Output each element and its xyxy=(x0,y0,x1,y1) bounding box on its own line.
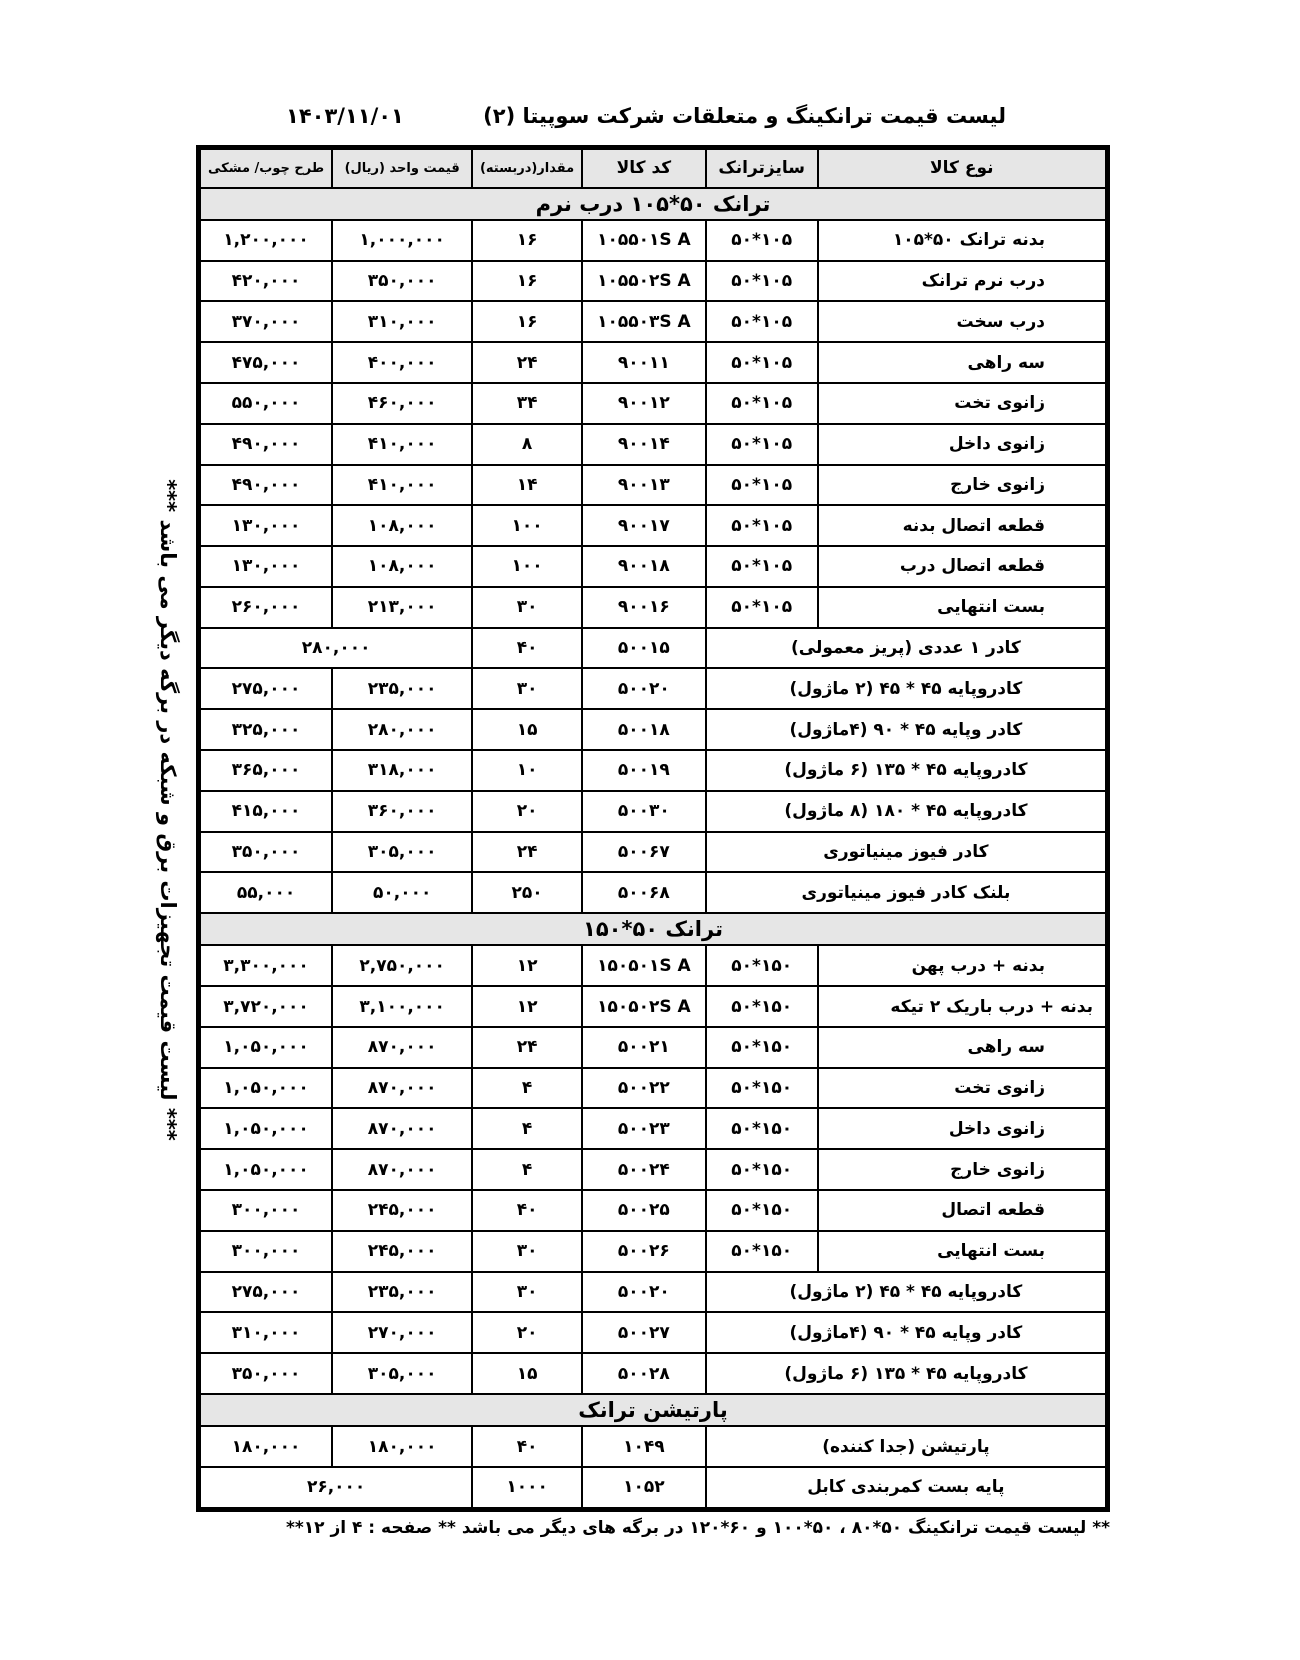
item-price: ۲۳۵,۰۰۰ xyxy=(332,1272,472,1313)
table-row xyxy=(200,1467,1106,1508)
item-name: زانوی داخل xyxy=(818,1108,1106,1149)
item-name: بدنه ترانک ۵۰*۱۰۵ xyxy=(818,220,1106,261)
item-qty: ۴ xyxy=(472,1068,582,1109)
col-wood-black-header: طرح چوب/ مشکی xyxy=(200,149,332,188)
item-code: ۹۰۰۱۱ xyxy=(582,342,706,383)
item-qty: ۳۰ xyxy=(472,668,582,709)
side-note xyxy=(138,440,198,1180)
item-price: ۸۷۰,۰۰۰ xyxy=(332,1068,472,1109)
item-alt-price: ۳۰۰,۰۰۰ xyxy=(200,1231,332,1272)
item-name: کادروپایه ۴۵ * ۱۸۰ (۸ ماژول) xyxy=(706,791,1106,832)
table-row xyxy=(200,832,1106,873)
item-alt-price: ۳۶۵,۰۰۰ xyxy=(200,750,332,791)
item-size: ۱۰۵*۵۰ xyxy=(706,465,818,506)
item-price: ۴۶۰,۰۰۰ xyxy=(332,383,472,424)
item-code: ۱۵۰۵۰۲S A xyxy=(582,986,706,1027)
item-name: کادر ۱ عددی (پریز معمولی) xyxy=(706,628,1106,669)
item-qty: ۱۰۰۰ xyxy=(472,1467,582,1508)
item-size: ۱۰۵*۵۰ xyxy=(706,261,818,302)
item-qty: ۳۴ xyxy=(472,383,582,424)
item-alt-price: ۱۳۰,۰۰۰ xyxy=(200,505,332,546)
item-name: کادروپایه ۴۵ * ۴۵ (۲ ماژول) xyxy=(706,668,1106,709)
item-code: ۱۰۵۲ xyxy=(582,1467,706,1508)
item-size: ۱۰۵*۵۰ xyxy=(706,424,818,465)
col-unit-price-header: قیمت واحد (ریال) xyxy=(332,149,472,188)
item-alt-price: ۳۵۰,۰۰۰ xyxy=(200,832,332,873)
item-alt-price: ۴۷۵,۰۰۰ xyxy=(200,342,332,383)
item-code: ۱۰۵۵۰۱S A xyxy=(582,220,706,261)
item-code: ۱۰۴۹ xyxy=(582,1426,706,1467)
item-size: ۱۰۵*۵۰ xyxy=(706,505,818,546)
item-name: قطعه اتصال درب xyxy=(818,546,1106,587)
item-price: ۲۸۰,۰۰۰ xyxy=(200,628,472,669)
table-row xyxy=(200,986,1106,1027)
item-code: ۵۰۰۶۸ xyxy=(582,872,706,913)
section-title: ترانک ۵۰*۱۵۰ xyxy=(200,913,1106,945)
item-price: ۲,۷۵۰,۰۰۰ xyxy=(332,945,472,986)
item-code: ۱۰۵۵۰۳S A xyxy=(582,301,706,342)
item-alt-price: ۱,۰۵۰,۰۰۰ xyxy=(200,1149,332,1190)
item-qty: ۳۰ xyxy=(472,1231,582,1272)
item-alt-price: ۲۶۰,۰۰۰ xyxy=(200,587,332,628)
item-qty: ۱۰۰ xyxy=(472,505,582,546)
item-price: ۸۷۰,۰۰۰ xyxy=(332,1149,472,1190)
item-code: ۹۰۰۱۳ xyxy=(582,465,706,506)
item-name: زانوی داخل xyxy=(818,424,1106,465)
item-qty: ۱۵ xyxy=(472,1353,582,1394)
document-date: ۱۴۰۳/۱۱/۰۱ xyxy=(286,104,404,128)
item-qty: ۲۰ xyxy=(472,1312,582,1353)
item-alt-price: ۱,۰۵۰,۰۰۰ xyxy=(200,1027,332,1068)
item-alt-price: ۱۳۰,۰۰۰ xyxy=(200,546,332,587)
item-alt-price: ۴۹۰,۰۰۰ xyxy=(200,465,332,506)
item-qty: ۸ xyxy=(472,424,582,465)
item-code: ۵۰۰۲۵ xyxy=(582,1190,706,1231)
item-qty: ۴۰ xyxy=(472,1190,582,1231)
item-qty: ۲۵۰ xyxy=(472,872,582,913)
table-header-row xyxy=(200,149,1106,188)
item-alt-price: ۵۵۰,۰۰۰ xyxy=(200,383,332,424)
item-price: ۳۰۵,۰۰۰ xyxy=(332,832,472,873)
item-name: کادروپایه ۴۵ * ۱۳۵ (۶ ماژول) xyxy=(706,1353,1106,1394)
table-row xyxy=(200,1272,1106,1313)
price-table-frame xyxy=(196,145,1110,1512)
item-qty: ۱۰ xyxy=(472,750,582,791)
table-row xyxy=(200,342,1106,383)
item-name: درب نرم ترانک xyxy=(818,261,1106,302)
item-name: زانوی خارج xyxy=(818,465,1106,506)
item-name: درب سخت xyxy=(818,301,1106,342)
item-price: ۲۱۳,۰۰۰ xyxy=(332,587,472,628)
item-code: ۵۰۰۲۸ xyxy=(582,1353,706,1394)
item-price: ۲۶,۰۰۰ xyxy=(200,1467,472,1508)
item-qty: ۱۵ xyxy=(472,709,582,750)
item-qty: ۲۴ xyxy=(472,342,582,383)
item-name: سه راهی xyxy=(818,342,1106,383)
item-name: پایه بست کمربندی کابل xyxy=(706,1467,1106,1508)
item-name: بلنک کادر فیوز مینیاتوری xyxy=(706,872,1106,913)
item-alt-price: ۲۷۵,۰۰۰ xyxy=(200,668,332,709)
item-price: ۴۱۰,۰۰۰ xyxy=(332,465,472,506)
item-price: ۱,۰۰۰,۰۰۰ xyxy=(332,220,472,261)
item-alt-price: ۳۵۰,۰۰۰ xyxy=(200,1353,332,1394)
item-qty: ۱۲ xyxy=(472,986,582,1027)
table-row xyxy=(200,750,1106,791)
item-qty: ۳۰ xyxy=(472,587,582,628)
item-price: ۳۱۰,۰۰۰ xyxy=(332,301,472,342)
item-size: ۱۰۵*۵۰ xyxy=(706,587,818,628)
item-code: ۵۰۰۲۳ xyxy=(582,1108,706,1149)
item-price: ۲۳۵,۰۰۰ xyxy=(332,668,472,709)
item-code: ۱۰۵۵۰۲S A xyxy=(582,261,706,302)
section-row xyxy=(200,1394,1106,1426)
item-alt-price: ۴۲۰,۰۰۰ xyxy=(200,261,332,302)
item-qty: ۲۴ xyxy=(472,1027,582,1068)
item-code: ۵۰۰۲۲ xyxy=(582,1068,706,1109)
table-row xyxy=(200,1068,1106,1109)
item-code: ۵۰۰۲۰ xyxy=(582,1272,706,1313)
item-size: ۱۰۵*۵۰ xyxy=(706,301,818,342)
item-qty: ۱۴ xyxy=(472,465,582,506)
table-row xyxy=(200,872,1106,913)
item-alt-price: ۴۱۵,۰۰۰ xyxy=(200,791,332,832)
col-type-header: نوع کالا xyxy=(818,149,1106,188)
item-code: ۹۰۰۱۸ xyxy=(582,546,706,587)
price-table xyxy=(199,148,1107,1509)
item-name: کادروپایه ۴۵ * ۴۵ (۲ ماژول) xyxy=(706,1272,1106,1313)
section-row xyxy=(200,913,1106,945)
footer-note: ** لیست قیمت ترانکینگ ۵۰*۸۰ ، ۵۰*۱۰۰ و ۶۰*۱۲۰ در برگه های دیگر می باشد ** صفحه : ۴ از ۱۲** xyxy=(285,1518,1110,1538)
table-row xyxy=(200,301,1106,342)
item-size: ۱۵۰*۵۰ xyxy=(706,1231,818,1272)
item-code: ۵۰۰۱۵ xyxy=(582,628,706,669)
table-row xyxy=(200,1108,1106,1149)
item-price: ۱۸۰,۰۰۰ xyxy=(332,1426,472,1467)
item-qty: ۴ xyxy=(472,1108,582,1149)
item-name: بست انتهایی xyxy=(818,1231,1106,1272)
item-code: ۵۰۰۲۰ xyxy=(582,668,706,709)
item-size: ۱۵۰*۵۰ xyxy=(706,945,818,986)
item-code: ۹۰۰۱۷ xyxy=(582,505,706,546)
item-alt-price: ۴۹۰,۰۰۰ xyxy=(200,424,332,465)
item-size: ۱۵۰*۵۰ xyxy=(706,1108,818,1149)
table-row xyxy=(200,261,1106,302)
table-row xyxy=(200,383,1106,424)
item-alt-price: ۳۱۰,۰۰۰ xyxy=(200,1312,332,1353)
item-name: پارتیشن (جدا کننده) xyxy=(706,1426,1106,1467)
table-row xyxy=(200,1027,1106,1068)
item-price: ۵۰,۰۰۰ xyxy=(332,872,472,913)
item-price: ۳۶۰,۰۰۰ xyxy=(332,791,472,832)
col-qty-header: مقدار(دربسته) xyxy=(472,149,582,188)
item-alt-price: ۲۷۵,۰۰۰ xyxy=(200,1272,332,1313)
item-alt-price: ۱,۰۵۰,۰۰۰ xyxy=(200,1108,332,1149)
col-code-header: کد کالا xyxy=(582,149,706,188)
item-price: ۲۷۰,۰۰۰ xyxy=(332,1312,472,1353)
item-price: ۸۷۰,۰۰۰ xyxy=(332,1027,472,1068)
item-alt-price: ۳,۷۲۰,۰۰۰ xyxy=(200,986,332,1027)
item-size: ۱۰۵*۵۰ xyxy=(706,342,818,383)
item-price: ۴۰۰,۰۰۰ xyxy=(332,342,472,383)
item-code: ۵۰۰۱۹ xyxy=(582,750,706,791)
item-code: ۵۰۰۲۱ xyxy=(582,1027,706,1068)
item-code: ۵۰۰۶۷ xyxy=(582,832,706,873)
item-price: ۳۱۸,۰۰۰ xyxy=(332,750,472,791)
section-title: پارتیشن ترانک xyxy=(200,1394,1106,1426)
table-row xyxy=(200,628,1106,669)
item-code: ۵۰۰۲۶ xyxy=(582,1231,706,1272)
item-alt-price: ۳۲۵,۰۰۰ xyxy=(200,709,332,750)
item-qty: ۱۰۰ xyxy=(472,546,582,587)
item-name: بدنه + درب پهن xyxy=(818,945,1106,986)
item-code: ۵۰۰۲۴ xyxy=(582,1149,706,1190)
item-price: ۳۰۵,۰۰۰ xyxy=(332,1353,472,1394)
item-alt-price: ۱,۰۵۰,۰۰۰ xyxy=(200,1068,332,1109)
table-row xyxy=(200,791,1106,832)
item-qty: ۱۶ xyxy=(472,261,582,302)
item-price: ۲۴۵,۰۰۰ xyxy=(332,1231,472,1272)
item-alt-price: ۱۸۰,۰۰۰ xyxy=(200,1426,332,1467)
item-code: ۹۰۰۱۴ xyxy=(582,424,706,465)
table-row xyxy=(200,587,1106,628)
item-price: ۱۰۸,۰۰۰ xyxy=(332,505,472,546)
item-name: قطعه اتصال بدنه xyxy=(818,505,1106,546)
table-row xyxy=(200,1149,1106,1190)
item-name: زانوی خارج xyxy=(818,1149,1106,1190)
item-size: ۱۵۰*۵۰ xyxy=(706,1068,818,1109)
item-price: ۳۵۰,۰۰۰ xyxy=(332,261,472,302)
table-row xyxy=(200,505,1106,546)
item-qty: ۲۰ xyxy=(472,791,582,832)
item-code: ۹۰۰۱۶ xyxy=(582,587,706,628)
item-code: ۵۰۰۱۸ xyxy=(582,709,706,750)
item-name: بست انتهایی xyxy=(818,587,1106,628)
item-code: ۵۰۰۲۷ xyxy=(582,1312,706,1353)
col-size-header: سایزترانک xyxy=(706,149,818,188)
table-row xyxy=(200,1312,1106,1353)
item-price: ۲۸۰,۰۰۰ xyxy=(332,709,472,750)
item-qty: ۴۰ xyxy=(472,1426,582,1467)
item-name: سه راهی xyxy=(818,1027,1106,1068)
item-qty: ۳۰ xyxy=(472,1272,582,1313)
item-size: ۱۵۰*۵۰ xyxy=(706,986,818,1027)
table-row xyxy=(200,424,1106,465)
item-name: زانوی تخت xyxy=(818,1068,1106,1109)
table-row xyxy=(200,465,1106,506)
section-title: ترانک ۵۰*۱۰۵ درب نرم xyxy=(200,188,1106,220)
item-qty: ۴ xyxy=(472,1149,582,1190)
item-alt-price: ۵۵,۰۰۰ xyxy=(200,872,332,913)
item-size: ۱۵۰*۵۰ xyxy=(706,1149,818,1190)
item-name: کادر فیوز مینیاتوری xyxy=(706,832,1106,873)
table-row xyxy=(200,1190,1106,1231)
item-size: ۱۵۰*۵۰ xyxy=(706,1027,818,1068)
item-qty: ۴۰ xyxy=(472,628,582,669)
item-name: قطعه اتصال xyxy=(818,1190,1106,1231)
table-row xyxy=(200,546,1106,587)
item-alt-price: ۳۰۰,۰۰۰ xyxy=(200,1190,332,1231)
item-price: ۲۴۵,۰۰۰ xyxy=(332,1190,472,1231)
item-alt-price: ۳,۳۰۰,۰۰۰ xyxy=(200,945,332,986)
item-price: ۸۷۰,۰۰۰ xyxy=(332,1108,472,1149)
table-row xyxy=(200,220,1106,261)
item-name: کادروپایه ۴۵ * ۱۳۵ (۶ ماژول) xyxy=(706,750,1106,791)
table-row xyxy=(200,709,1106,750)
item-price: ۱۰۸,۰۰۰ xyxy=(332,546,472,587)
table-row xyxy=(200,1426,1106,1467)
side-note-text: *** لیست قیمت تجهیزات برق و شبکه در برگه دیگر می باشد *** xyxy=(156,479,180,1141)
item-name: زانوی تخت xyxy=(818,383,1106,424)
item-qty: ۲۴ xyxy=(472,832,582,873)
item-name: کادر وپایه ۴۵ * ۹۰ (۴ماژول) xyxy=(706,709,1106,750)
section-row xyxy=(200,188,1106,220)
item-size: ۱۰۵*۵۰ xyxy=(706,220,818,261)
table-row xyxy=(200,1353,1106,1394)
item-price: ۳,۱۰۰,۰۰۰ xyxy=(332,986,472,1027)
item-qty: ۱۶ xyxy=(472,301,582,342)
table-row xyxy=(200,945,1106,986)
item-qty: ۱۲ xyxy=(472,945,582,986)
document-title: لیست قیمت ترانکینگ و متعلقات شرکت سوپیتا (۲) xyxy=(483,104,1006,128)
item-name: کادر وپایه ۴۵ * ۹۰ (۴ماژول) xyxy=(706,1312,1106,1353)
item-name: بدنه + درب باریک ۲ تیکه xyxy=(818,986,1106,1027)
item-code: ۱۵۰۵۰۱S A xyxy=(582,945,706,986)
item-alt-price: ۳۷۰,۰۰۰ xyxy=(200,301,332,342)
item-code: ۹۰۰۱۲ xyxy=(582,383,706,424)
item-size: ۱۰۵*۵۰ xyxy=(706,383,818,424)
table-row xyxy=(200,668,1106,709)
item-alt-price: ۱,۲۰۰,۰۰۰ xyxy=(200,220,332,261)
item-qty: ۱۶ xyxy=(472,220,582,261)
item-code: ۵۰۰۳۰ xyxy=(582,791,706,832)
item-size: ۱۵۰*۵۰ xyxy=(706,1190,818,1231)
item-price: ۴۱۰,۰۰۰ xyxy=(332,424,472,465)
item-size: ۱۰۵*۵۰ xyxy=(706,546,818,587)
document-header xyxy=(196,104,1106,138)
table-row xyxy=(200,1231,1106,1272)
